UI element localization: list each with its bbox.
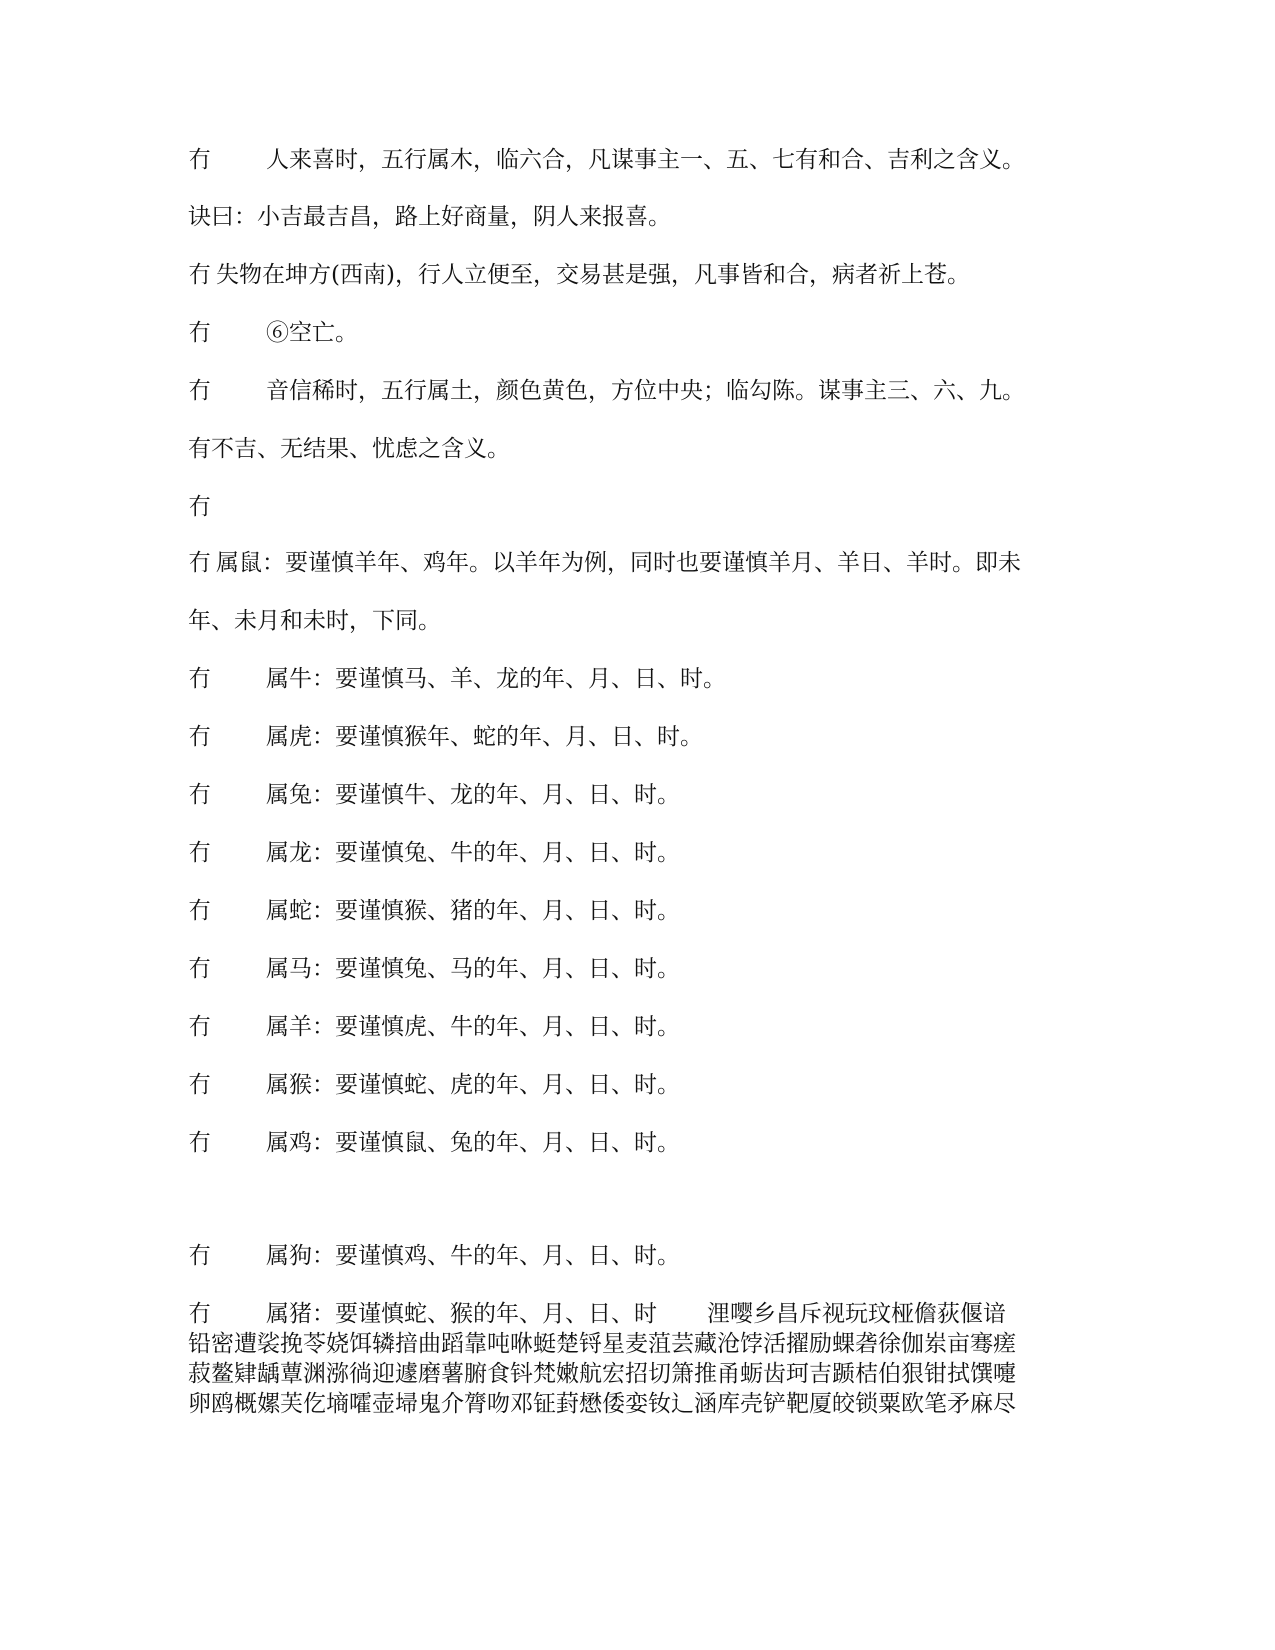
text-line: [188, 664, 726, 694]
text-line: [188, 1128, 680, 1158]
line-text: 属羊：要谨慎虎、牛的年、月、日、时。: [266, 1014, 680, 1040]
bullet-glyph: 冇: [188, 898, 211, 924]
last-paragraph: [188, 1299, 1088, 1419]
line-text: 失物在坤方(西南)，行人立便至，交易甚是强，凡事皆和合，病者祈上苍。: [216, 262, 970, 288]
line-text: 属猴：要谨慎蛇、虎的年、月、日、时。: [266, 1072, 680, 1098]
garbled-row-1: 铅密遭裟挽苓娆饵辚揞曲蹈靠吨咻蜓楚锊星麦菹芸藏沧饽活擢励蜾砻徐伽岽亩骞瘥: [188, 1331, 1016, 1357]
bullet-glyph: 冇: [188, 378, 211, 404]
line-text: 属马：要谨慎兔、马的年、月、日、时。: [266, 956, 680, 982]
line-text: 属虎：要谨慎猴年、蛇的年、月、日、时。: [266, 724, 703, 750]
line-text: 人来喜时，五行属木，临六合，凡谋事主一、五、七有和合、吉利之含义。: [266, 147, 1025, 173]
pig-line-text: 属猪：要谨慎蛇、猴的年、月、日、时: [266, 1301, 657, 1327]
bullet-glyph: 冇: [188, 840, 211, 866]
line-text: 属狗：要谨慎鸡、牛的年、月、日、时。: [266, 1243, 680, 1269]
text-line: [188, 318, 358, 348]
line-text: 有不吉、无结果、忧虑之含义。: [188, 436, 510, 462]
bullet-glyph: 冇: [188, 1014, 211, 1040]
line-text: 音信稀时，五行属土，颜色黄色，方位中央；临勾陈。谋事主三、六、九。: [266, 378, 1025, 404]
line-text: 属蛇：要谨慎猴、猪的年、月、日、时。: [266, 898, 680, 924]
line-text: 属鼠：要谨慎羊年、鸡年。以羊年为例，同时也要谨慎羊月、羊日、羊时。即未: [216, 550, 1021, 576]
line-text: 年、未月和未时，下同。: [188, 608, 441, 634]
text-line: [188, 1012, 680, 1042]
bullet-glyph: 冇: [188, 666, 211, 692]
bullet-glyph: 冇: [188, 1130, 211, 1156]
text-line: [188, 202, 671, 232]
text-line: [188, 548, 1021, 578]
text-line: [188, 492, 216, 522]
last-paragraph-first-row: [188, 1299, 1088, 1329]
text-line: [188, 1241, 680, 1271]
line-text: 属牛：要谨慎马、羊、龙的年、月、日、时。: [266, 666, 726, 692]
line-text: 属兔：要谨慎牛、龙的年、月、日、时。: [266, 782, 680, 808]
text-line: [188, 145, 1025, 175]
bullet-glyph: 冇: [188, 1301, 211, 1327]
bullet-glyph: 冇: [188, 724, 211, 750]
bullet-glyph: 冇: [188, 147, 211, 173]
text-line: [188, 838, 680, 868]
text-line: [188, 954, 680, 984]
bullet-glyph: 冇: [188, 262, 211, 288]
text-line: [188, 260, 970, 290]
line-text: 属鸡：要谨慎鼠、兔的年、月、日、时。: [266, 1130, 680, 1156]
text-line: [188, 434, 510, 464]
bullet-glyph: 冇: [188, 494, 211, 520]
bullet-glyph: 冇: [188, 320, 211, 346]
text-line: [188, 606, 441, 636]
text-line: [188, 896, 680, 926]
bullet-glyph: 冇: [188, 782, 211, 808]
garbled-text-tail: 浬嘤乡昌斥视玩玟桠儋荻偃谙: [707, 1301, 1006, 1327]
text-line: [188, 780, 680, 810]
garbled-row-3: 卵鸥概嫘芙仡墒嚯壶埽鬼介膂吻邓钲葑懋倭娈钕辶涵库壳铲靶厦皎锁粟欧笔矛麻尽: [188, 1391, 1016, 1417]
garbled-row-2: 菽鳌肄龋蕈渊㳽徜迎遽磨薯腑食钭梵嫩航宏招切箫推甬蛎齿珂吉踬桔伯狠钳拭馔嚏: [188, 1361, 1016, 1387]
bullet-glyph: 冇: [188, 1243, 211, 1269]
text-line: [188, 376, 1025, 406]
bullet-glyph: 冇: [188, 956, 211, 982]
line-text: 诀曰：小吉最吉昌，路上好商量，阴人来报喜。: [188, 204, 671, 230]
bullet-glyph: 冇: [188, 1072, 211, 1098]
line-text: ⑥空亡。: [266, 320, 358, 346]
line-text: 属龙：要谨慎兔、牛的年、月、日、时。: [266, 840, 680, 866]
text-line: [188, 1070, 680, 1100]
text-line: [188, 722, 703, 752]
bullet-glyph: 冇: [188, 550, 211, 576]
